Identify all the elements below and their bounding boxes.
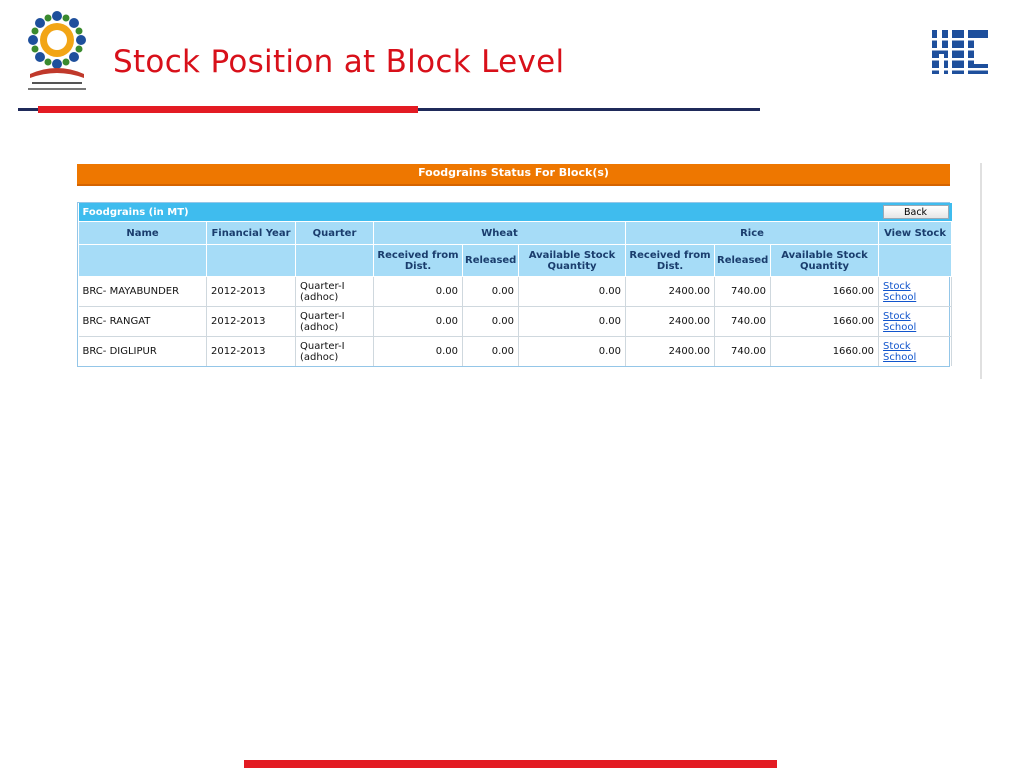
- view-stock-cell: [879, 307, 952, 337]
- header-wheat-released: Released: [463, 245, 519, 277]
- quarter: Quarter-I (adhoc): [296, 307, 374, 337]
- title-accent-bar: [38, 106, 418, 113]
- header-row-primary: [79, 222, 952, 245]
- foodgrains-grid-container: [77, 202, 950, 367]
- foodgrains-grid: [78, 203, 952, 366]
- rice-released: 740.00: [715, 277, 771, 307]
- scrollbar-track: [980, 163, 982, 379]
- footer-accent-bar: [244, 760, 777, 768]
- quarter: Quarter-I (adhoc): [296, 337, 374, 367]
- rice-available: 1660.00: [771, 307, 879, 337]
- nic-logo-icon: [930, 28, 990, 76]
- view-stock-cell: [879, 277, 952, 307]
- header-blank: [296, 245, 374, 277]
- header-name: Name: [79, 222, 207, 245]
- block-name: BRC- DIGLIPUR: [79, 337, 207, 367]
- header-wheat: Wheat: [374, 222, 626, 245]
- slide-title: Stock Position at Block Level: [113, 44, 565, 80]
- financial-year: 2012-2013: [207, 337, 296, 367]
- view-stock-cell: [879, 337, 952, 367]
- header-rice-released: Released: [715, 245, 771, 277]
- wheat-released: 0.00: [463, 277, 519, 307]
- header-blank: [879, 245, 952, 277]
- block-name: BRC- RANGAT: [79, 307, 207, 337]
- stock-school-link[interactable]: Stock School: [883, 280, 917, 303]
- wheat-received: 0.00: [374, 277, 463, 307]
- header-blank: [79, 245, 207, 277]
- foodgrains-report-panel: [77, 164, 950, 367]
- stock-school-link[interactable]: Stock School: [883, 310, 917, 333]
- wheat-received: 0.00: [374, 307, 463, 337]
- header-blank: [207, 245, 296, 277]
- table-row: [79, 307, 952, 337]
- table-row: [79, 337, 952, 367]
- grid-caption: Foodgrains (in MT): [79, 203, 879, 222]
- header-view-stock: View Stock: [879, 222, 952, 245]
- header-quarter: Quarter: [296, 222, 374, 245]
- rice-available: 1660.00: [771, 277, 879, 307]
- block-name: BRC- MAYABUNDER: [79, 277, 207, 307]
- table-row: [79, 277, 952, 307]
- rice-released: 740.00: [715, 307, 771, 337]
- rice-available: 1660.00: [771, 337, 879, 367]
- header-wheat-received: Received from Dist.: [374, 245, 463, 277]
- grid-caption-row: [79, 203, 952, 222]
- header-wheat-available: Available Stock Quantity: [519, 245, 626, 277]
- header-financial-year: Financial Year: [207, 222, 296, 245]
- stock-school-link[interactable]: Stock School: [883, 340, 917, 363]
- back-button[interactable]: Back: [883, 205, 949, 219]
- sarva-shiksha-abhiyan-logo-icon: [22, 8, 92, 100]
- wheat-released: 0.00: [463, 337, 519, 367]
- wheat-available: 0.00: [519, 277, 626, 307]
- wheat-received: 0.00: [374, 337, 463, 367]
- rice-received: 2400.00: [626, 277, 715, 307]
- header-row-secondary: [79, 245, 952, 277]
- header-rice: Rice: [626, 222, 879, 245]
- financial-year: 2012-2013: [207, 307, 296, 337]
- header-rice-available: Available Stock Quantity: [771, 245, 879, 277]
- rice-released: 740.00: [715, 337, 771, 367]
- financial-year: 2012-2013: [207, 277, 296, 307]
- header-rice-received: Received from Dist.: [626, 245, 715, 277]
- status-title-bar: Foodgrains Status For Block(s): [77, 164, 950, 186]
- back-button-cell: [879, 203, 952, 222]
- wheat-available: 0.00: [519, 337, 626, 367]
- wheat-released: 0.00: [463, 307, 519, 337]
- quarter: Quarter-I (adhoc): [296, 277, 374, 307]
- rice-received: 2400.00: [626, 307, 715, 337]
- wheat-available: 0.00: [519, 307, 626, 337]
- rice-received: 2400.00: [626, 337, 715, 367]
